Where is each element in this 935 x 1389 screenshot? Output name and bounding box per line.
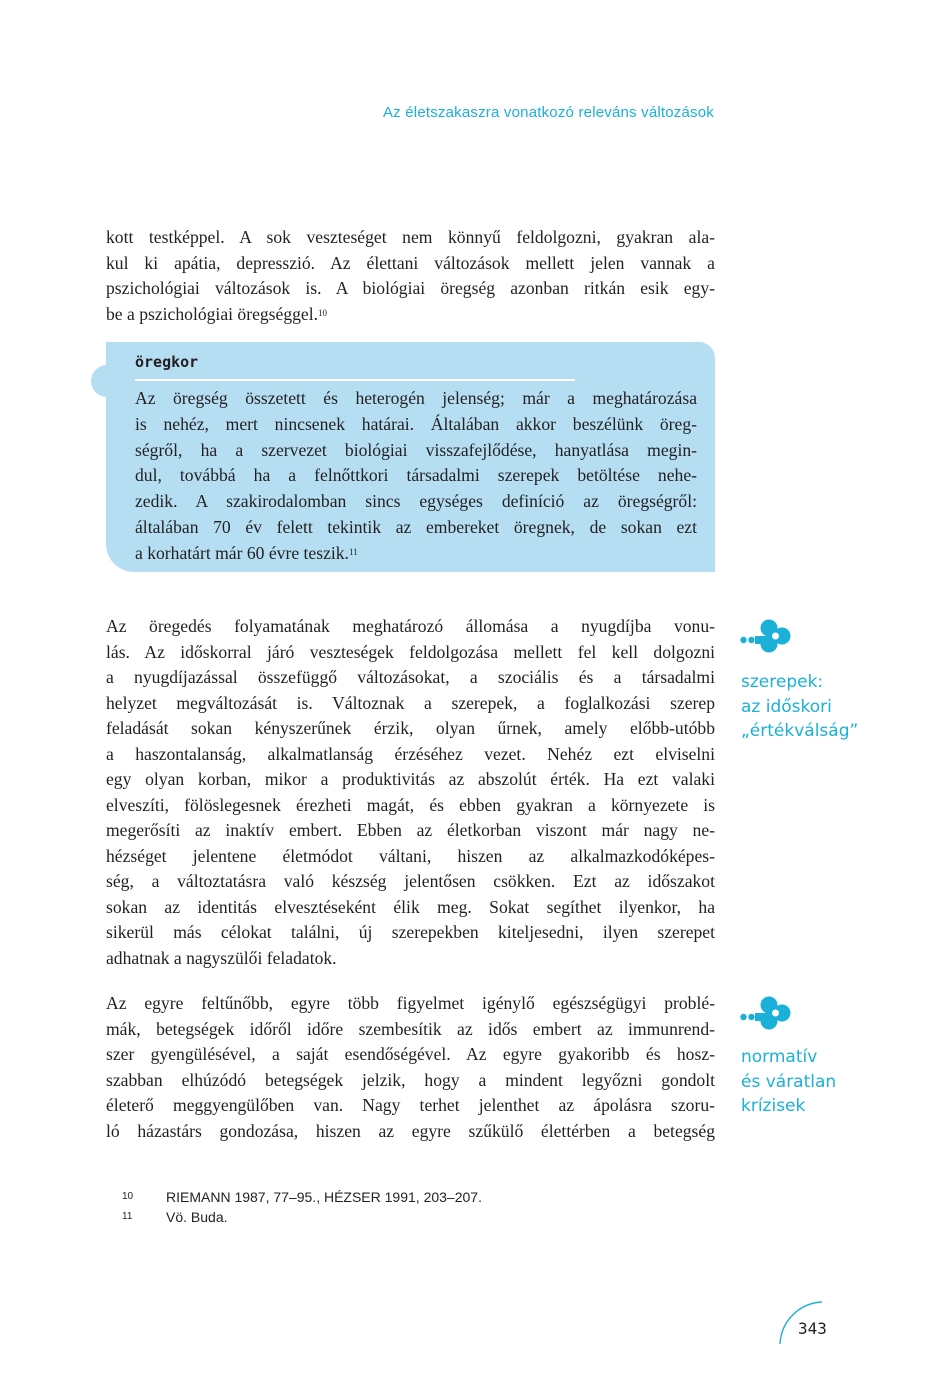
text-line: megerősíti az inaktív embert. Ebben az életkorban viszont már nagy ne- (106, 820, 715, 840)
paragraph-3 (106, 991, 715, 1144)
text-line: zedik. A szakirodalomban sincs egységes definíció az öregségről: (135, 491, 697, 512)
key-icon (740, 618, 792, 654)
text-line: sikerül más célokat találni, új szerepekben kiteljesedni, ilyen szerepet (106, 922, 715, 942)
text-line: Az öregség összetett és heterogén jelenség; már a meghatározása (135, 388, 697, 408)
text-line: ló házastárs gondozása, hiszen az egyre szűkülő élettérben a betegség (106, 1120, 715, 1141)
side-note-line: és váratlan (741, 1071, 837, 1092)
footnote-number: 11 (122, 1211, 133, 1222)
definition-text (135, 386, 697, 567)
text-line: adhatnak a nagyszülői feladatok. (106, 947, 337, 968)
text-line: általában 70 év felett tekintik az embereket öregnek, de sokan ezt (135, 516, 697, 537)
footnote-number: 10 (122, 1191, 134, 1202)
running-header: Az életszakaszra vonatkozó releváns változások (382, 104, 714, 121)
footnote-text: RIEMANN 1987, 77–95., HÉZSER 1991, 203–207. (166, 1189, 482, 1205)
text-line: dul, továbbá ha a felnőttkori társadalmi szerepek betöltése nehe- (135, 465, 697, 486)
side-note-line: az időskori (741, 696, 832, 717)
text-line: egy olyan korban, mikor a produktivitás az abszolút érték. Ha ezt valaki (106, 769, 715, 789)
page-number: 343 (798, 1319, 827, 1338)
text-line: ségről, ha a szervezet biológiai visszafejlődése, hanyatlása megin- (135, 439, 697, 460)
text-line: helyzet megváltozását is. Változnak a szerepek, a foglalkozási szerep (106, 692, 715, 713)
text-line: hézséget jelentene életmódot váltani, hiszen az alkalmazkodóképes- (106, 845, 715, 866)
text-line: életerő meggyengülőben van. Nagy terhet jelenthet az ápolásra szoru- (106, 1095, 715, 1115)
text-line: be a pszichológiai öregséggel.$^{10}$ (106, 303, 328, 324)
text-line: elveszíti, fölöslegesnek érezheti magát, és ebben gyakran a környezete is (106, 794, 715, 815)
text-line: mák, betegségek időről időre szembesítik az idős embert az immunrend- (106, 1018, 715, 1039)
side-note-line: „értékválság” (741, 721, 859, 741)
text-line: lás. Az időskorral járó veszteségek feldolgozása mellett fel kell dolgozni (106, 641, 715, 662)
footnote-ref-11[interactable]: 11 (348, 546, 358, 557)
footnote-11 (122, 1207, 482, 1227)
key-icon (740, 995, 792, 1031)
text-line: kul ki apátia, depresszió. Az élettani változások mellett jelen vannak a (106, 252, 715, 273)
text-line: szer gyengülésével, a saját esendőségével. Az egyre gyakoribb és hosz- (106, 1044, 715, 1064)
paragraph-1 (106, 225, 715, 327)
text-line: kott testképpel. A sok veszteséget nem könnyű feldolgozni, gyakran ala- (106, 227, 715, 247)
footnotes (122, 1187, 482, 1227)
text-line: feladását sokan kényszerűnek érzik, olyan űrnek, amely előbb-utóbb (106, 718, 715, 738)
text-line: is nehéz, mert nincsenek határai. Általában akkor beszélünk öreg- (135, 413, 697, 434)
footnote-text: Vö. Buda. (166, 1209, 228, 1225)
text-line: ség, a változtatásra való készség jelentősen csökken. Ezt az időszakot (106, 871, 715, 891)
text-line: sokan az identitás elvesztéseként élik meg. Sokat segíthet ilyenkor, ha (106, 896, 715, 917)
side-note-line: krízisek (741, 1096, 806, 1116)
text-line: a haszontalanság, alkalmatlanság érzéséhez vezet. Nehéz ezt elviselni (106, 743, 715, 764)
definition-term: öregkor (135, 353, 199, 371)
text-line: a korhatárt már 60 évre teszik.$^{11}$ (135, 542, 358, 563)
text-line: Az egyre feltűnőbb, egyre több figyelmet igénylő egészségügyi problé- (106, 993, 715, 1013)
side-note-line: normatív (741, 1047, 818, 1067)
side-note-roles (741, 670, 858, 744)
paragraph-2 (106, 614, 715, 971)
definition-divider (135, 379, 575, 381)
side-note-line: szerepek: (741, 672, 824, 692)
side-note-crises (741, 1045, 836, 1119)
text-line: szabban elhúzódó betegségek jelzik, hogy a mindent legyőzni gondolt (106, 1069, 715, 1090)
footnote-ref-10[interactable]: 10 (318, 307, 328, 318)
text-line: pszichológiai változások is. A biológiai öregség azonban ritkán esik egy- (106, 278, 715, 298)
text-line: a nyugdíjazással összefüggő változásokat, a szociális és a társadalmi (106, 667, 715, 687)
footnote-10 (122, 1187, 482, 1207)
text-line: Az öregedés folyamatának meghatározó állomása a nyugdíjba vonu- (106, 616, 715, 636)
